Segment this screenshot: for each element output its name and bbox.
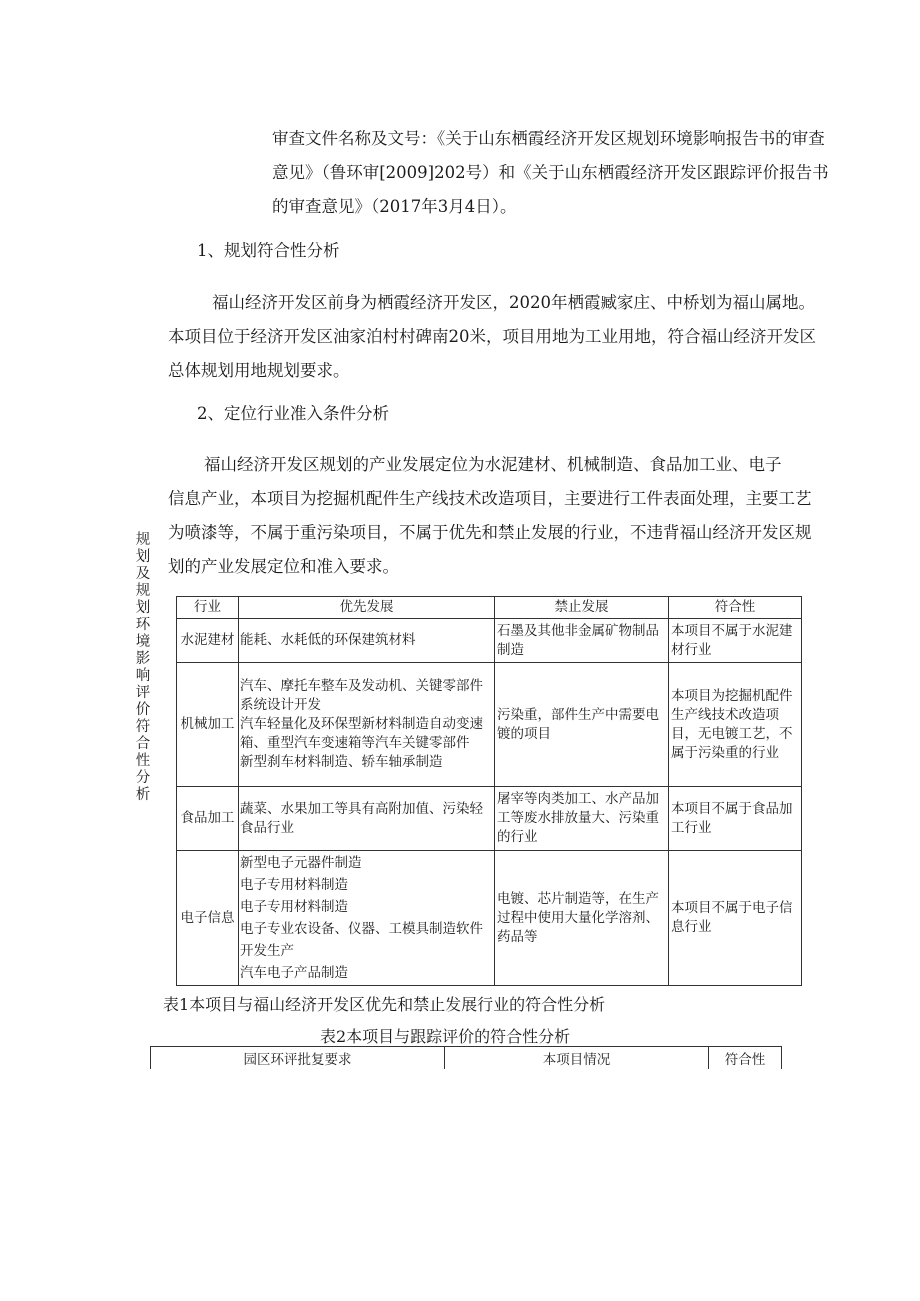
cell-preferred [239, 619, 495, 663]
cell-compliance: 本项目为挖掘机配件生产线技术改造项目，无电镀工艺，不属于污染重的行业 [669, 663, 802, 787]
table-row [177, 851, 802, 986]
review-document-paragraph: 审查文件名称及文号：《关于山东栖霞经济开发区规划环境影响报告书的审查意见》（鲁环审[2009]202号）和《关于山东栖霞经济开发区跟踪评价报告书的审查意见》（2017年3月4日）。 [272, 129, 829, 216]
cell-industry: 食品加工 [177, 787, 239, 851]
cell-industry: 水泥建材 [177, 619, 239, 663]
cell-prohibited: 污染重，部件生产中需要电镀的项目 [495, 663, 669, 787]
cell-prohibited: 石墨及其他非金属矿物制品制造 [495, 619, 669, 663]
cell-compliance: 本项目不属于水泥建材行业 [669, 619, 802, 663]
cell-prohibited: 电镀、芯片制造等，在生产过程中使用大量化学溶剂、药品等 [495, 851, 669, 986]
preferred-line: 电子专用材料制造 [240, 899, 348, 915]
cell-preferred [239, 851, 495, 986]
industry-compliance-table [176, 596, 802, 986]
section1-paragraph: 福山经济开发区前身为栖霞经济开发区，2020年栖霞臧家庄、中桥划为福山属地。本项目位于经济开发区油家泊村村碑南20米，项目用地为工业用地，符合福山经济开发区总体规划用地规划要求。 [168, 293, 816, 380]
preferred-line: 新型刹车材料制造、轿车轴承制造 [240, 754, 443, 770]
table-row [177, 619, 802, 663]
cell-preferred [239, 787, 495, 851]
table2-caption: 表2本项目与跟踪评价的符合性分析 [320, 1027, 571, 1046]
table-header-row [177, 597, 802, 619]
header-project-situation: 本项目情况 [445, 1047, 709, 1070]
tracking-evaluation-table [150, 1046, 782, 1069]
cell-prohibited: 屠宰等肉类加工、水产品加工等废水排放量大、污染重的行业 [495, 787, 669, 851]
header-compliance: 符合性 [669, 597, 802, 619]
table-header-row [151, 1047, 782, 1070]
preferred-line: 电子专业农设备、仪器、工模具制造软件开发生产 [240, 921, 483, 959]
cell-industry: 电子信息 [177, 851, 239, 986]
section1-heading: 1、规划符合性分析 [197, 241, 340, 260]
side-label-vertical: 规划及规划环境影响评价符合性分析 [135, 532, 151, 803]
header-park-requirements: 园区环评批复要求 [151, 1047, 445, 1070]
preferred-line: 汽车轻量化及环保型新材料制造自动变速箱、重型汽车变速箱等汽车关键零部件 [240, 716, 483, 751]
preferred-line: 能耗、水耗低的环保建筑材料 [240, 632, 416, 648]
cell-compliance: 本项目不属于食品加工行业 [669, 787, 802, 851]
header-preferred: 优先发展 [239, 597, 495, 619]
cell-preferred [239, 663, 495, 787]
header-compliance: 符合性 [709, 1047, 782, 1070]
cell-industry: 机械加工 [177, 663, 239, 787]
preferred-line: 新型电子元器件制造 [240, 855, 362, 871]
section2-heading: 2、定位行业准入条件分析 [197, 404, 389, 423]
section2-paragraph-rest: 信息产业，本项目为挖掘机配件生产线技术改造项目，主要进行工件表面处理，主要工艺为喷漆等，不属于重污染项目，不属于优先和禁止发展的行业，不违背福山经济开发区规划的产业发展定位和准入要求。 [168, 489, 812, 576]
section2-paragraph-first-line: 福山经济开发区规划的产业发展定位为水泥建材、机械制造、食品加工业、电子 [204, 455, 782, 474]
header-industry: 行业 [177, 597, 239, 619]
cell-compliance: 本项目不属于电子信息行业 [669, 851, 802, 986]
table1-caption: 表1本项目与福山经济开发区优先和禁止发展行业的符合性分析 [163, 995, 606, 1014]
header-prohibited: 禁止发展 [495, 597, 669, 619]
preferred-line: 汽车、摩托车整车及发动机、关键零部件系统设计开发 [240, 678, 483, 713]
preferred-line: 汽车电子产品制造 [240, 965, 348, 981]
preferred-line: 蔬菜、水果加工等具有高附加值、污染轻食品行业 [240, 800, 483, 836]
table-row [177, 663, 802, 787]
section2-paragraph [168, 448, 822, 584]
preferred-line: 电子专用材料制造 [240, 877, 348, 893]
table-row [177, 787, 802, 851]
